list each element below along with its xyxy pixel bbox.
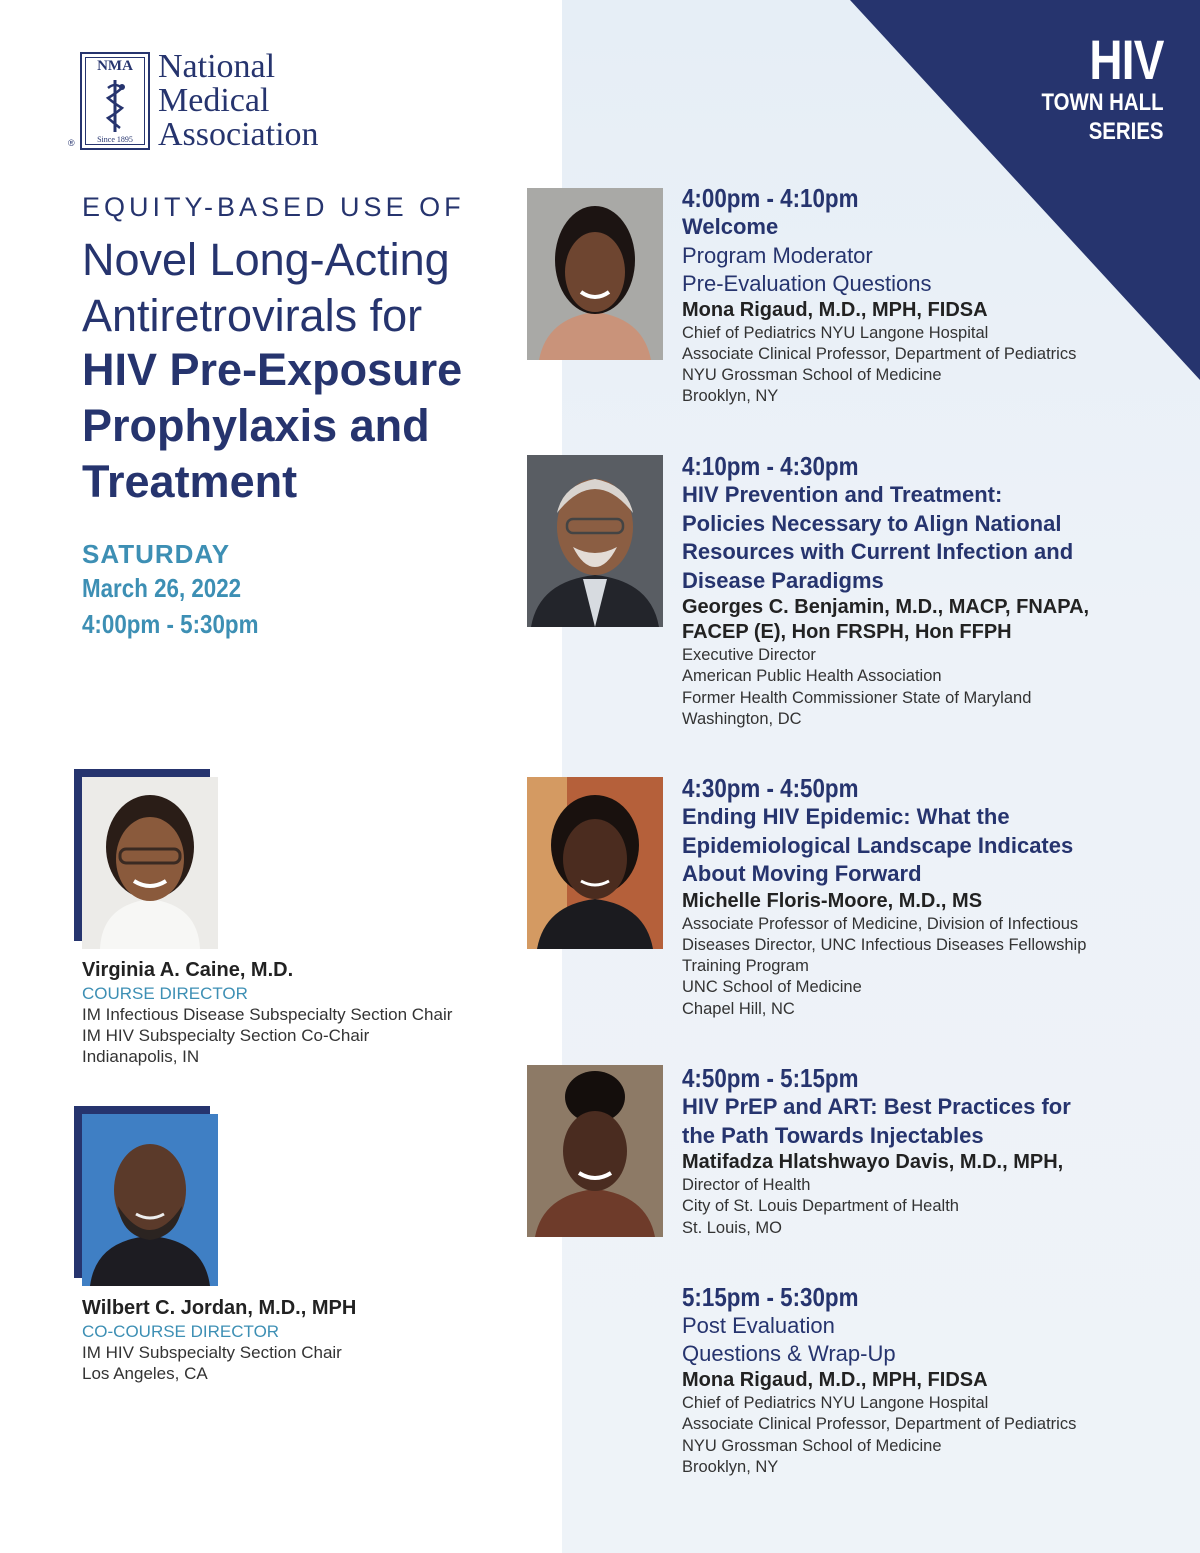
title-bold-line: Treatment [82,456,298,507]
title-light-line: Antiretrovirals for [82,290,423,341]
session-time: 4:10pm - 4:30pm [682,451,859,481]
session-affiliation: American Public Health Association [682,667,942,686]
logo-line-1: National [158,48,276,85]
portrait-image [527,188,663,360]
director-role: COURSE DIRECTOR [82,984,248,1003]
event-time: 4:00pm - 5:30pm [82,609,259,639]
session-speaker: Michelle Floris-Moore, M.D., MS [682,889,983,912]
logo-line-2: Medical [158,82,270,119]
session-affiliation: Executive Director [682,646,816,664]
title-bold [82,342,462,510]
agenda-session [682,1063,1142,1239]
session-affiliation: Diseases Director, UNC Infectious Diseases Fellowship [682,935,1087,954]
director-line: IM HIV Subspecialty Section Co-Chair [82,1026,370,1045]
nma-seal [80,52,150,150]
event-date [82,538,287,642]
session-time: 4:00pm - 4:10pm [682,183,859,213]
session-subtopic: Program Moderator [682,242,873,268]
director-info [82,957,452,1067]
agenda-session [682,773,1142,1020]
director-line: Los Angeles, CA [82,1364,208,1383]
portrait-image [527,777,663,949]
director-name: Virginia A. Caine, M.D. [82,959,294,981]
series-badge [1020,28,1164,146]
session-subtopic: Pre-Evaluation Questions [682,270,932,296]
director-name: Wilbert C. Jordan, M.D., MPH [82,1297,357,1319]
seal-since: Since 1895 [97,135,133,144]
agenda-session [682,183,1142,408]
session-topic: Welcome [682,214,779,239]
session-time: 4:50pm - 5:15pm [682,1063,859,1093]
session-topic: HIV Prevention and Treatment: [682,482,1003,507]
session-affiliation: Washington, DC [682,709,802,728]
session-affiliation: Training Program [682,957,809,976]
speaker-photo [527,777,663,949]
session-speaker: Mona Rigaud, M.D., MPH, FIDSA [682,1369,988,1391]
title-bold-line: Prophylaxis and [82,400,430,451]
director-line: IM HIV Subspecialty Section Chair [82,1343,342,1362]
caduceus-icon [100,78,130,134]
logo-wordmark [158,50,319,152]
session-speaker: Mona Rigaud, M.D., MPH, FIDSA [682,298,988,321]
session-affiliation: NYU Grossman School of Medicine [682,1436,942,1455]
session-affiliation: City of St. Louis Department of Health [682,1197,959,1216]
session-time: 5:15pm - 5:30pm [682,1282,859,1312]
session-affiliation: Former Health Commissioner State of Maryland [682,688,1032,707]
session-affiliation: Brooklyn, NY [682,387,779,406]
session-topic: Resources with Current Infection and [682,539,1074,564]
session-subtopic: Post Evaluation [682,1313,835,1338]
title-bold-line: HIV Pre-Exposure [82,344,463,395]
session-affiliation: UNC School of Medicine [682,978,862,997]
session-speaker: Matifadza Hlatshwayo Davis, M.D., MPH, [682,1151,1064,1173]
series-badge-town-hall: TOWN HALL [1041,89,1164,116]
series-badge-hiv: HIV [1089,28,1164,91]
co-director-info [82,1295,356,1384]
portrait-image [527,1065,663,1237]
title-eyebrow: EQUITY-BASED USE OF [82,192,465,222]
director-line: Indianapolis, IN [82,1047,200,1066]
speaker-photo [527,188,663,360]
session-affiliation: Associate Professor of Medicine, Division of Infectious [682,914,1079,933]
session-time: 4:30pm - 4:50pm [682,773,859,803]
session-affiliation: Associate Clinical Professor, Department of Pediatrics [682,344,1077,363]
portrait-image [527,455,663,627]
speaker-photo [527,1065,663,1237]
session-affiliation: NYU Grossman School of Medicine [682,366,942,385]
session-subtopic: Questions & Wrap-Up [682,1341,896,1366]
session-topic: About Moving Forward [682,861,922,886]
session-topic: Policies Necessary to Align National [682,510,1062,536]
nma-logo [68,50,368,154]
session-affiliation: Director of Health [682,1176,811,1194]
logo-line-3: Association [158,116,319,153]
portrait-image [82,1114,218,1286]
title-light-line: Novel Long-Acting [82,234,450,285]
seal-abbrev: NMA [97,58,133,74]
event-date-text: March 26, 2022 [82,573,242,603]
session-speaker: Georges C. Benjamin, M.D., MACP, FNAPA, [682,596,1090,618]
registered-mark: ® [68,138,75,148]
session-topic: Ending HIV Epidemic: What the [682,804,1010,829]
session-speaker: FACEP (E), Hon FRSPH, Hon FFPH [682,621,1012,643]
series-badge-series: SERIES [1089,118,1164,145]
director-photo [74,769,218,949]
director-line: IM Infectious Disease Subspecialty Section Chair [82,1005,453,1024]
agenda-session [682,1282,1142,1478]
speaker-photo [527,455,663,627]
portrait-image [82,777,218,949]
session-topic: Disease Paradigms [682,567,884,593]
title-light [82,232,450,344]
event-day: SATURDAY [82,539,231,569]
director-role: CO-COURSE DIRECTOR [82,1322,280,1341]
session-affiliation: Brooklyn, NY [682,1457,779,1476]
session-affiliation: St. Louis, MO [682,1218,782,1237]
session-affiliation: Chief of Pediatrics NYU Langone Hospital [682,323,989,342]
session-topic: Epidemiological Landscape Indicates [682,832,1074,858]
session-topic: the Path Towards Injectables [682,1122,984,1148]
session-affiliation: Chief of Pediatrics NYU Langone Hospital [682,1394,989,1412]
agenda-session [682,451,1142,730]
session-affiliation: Associate Clinical Professor, Department of Pediatrics [682,1415,1077,1434]
session-affiliation: Chapel Hill, NC [682,999,795,1018]
co-director-photo [74,1106,218,1286]
session-topic: HIV PrEP and ART: Best Practices for [682,1094,1071,1119]
